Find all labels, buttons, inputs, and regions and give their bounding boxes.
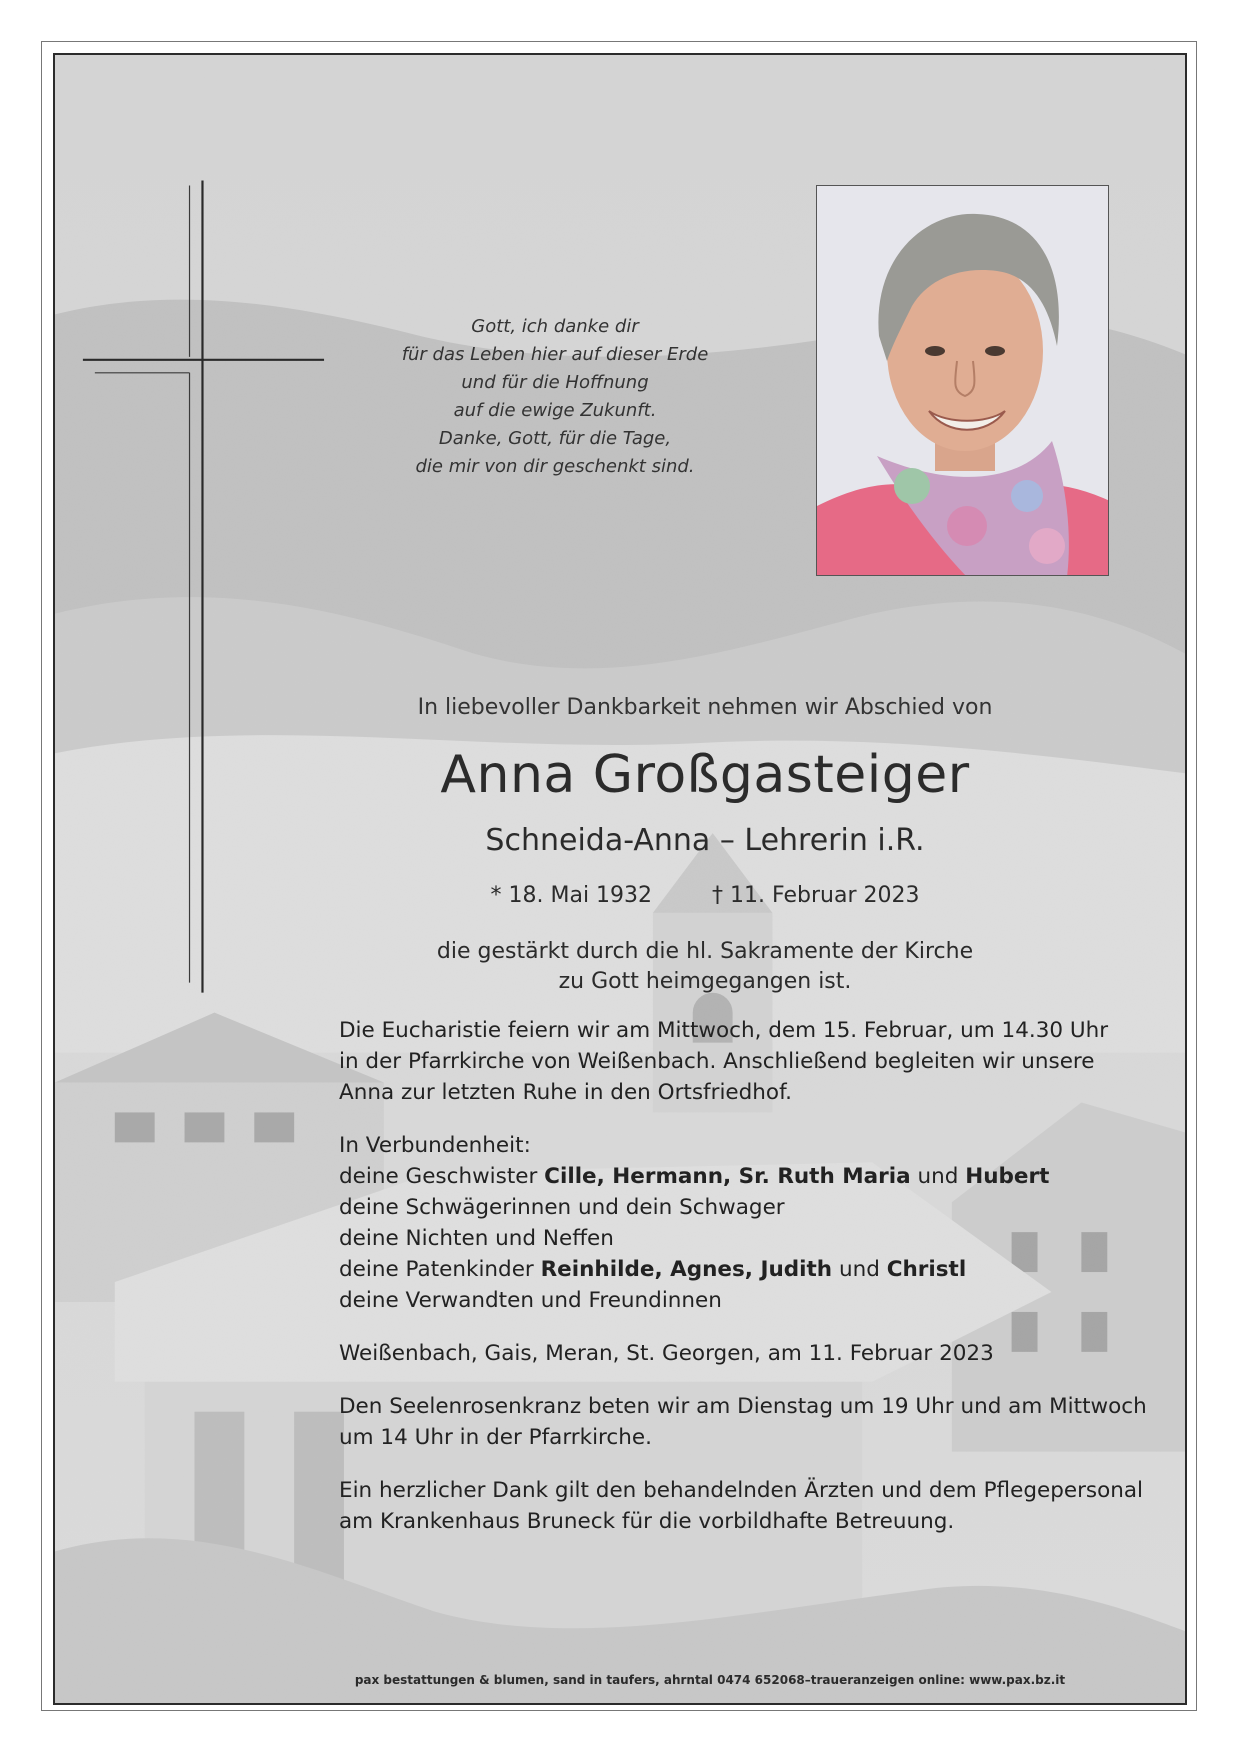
siblings-prefix: deine Geschwister [339, 1164, 545, 1189]
thanks-paragraph [339, 1475, 1179, 1537]
siblings-and: und [910, 1164, 966, 1189]
mourners-paragraph [339, 1130, 1179, 1316]
mass-line: Anna zur letzten Ruhe in den Ortsfriedhof. [339, 1080, 792, 1105]
godchildren-prefix: deine Patenkinder [339, 1257, 541, 1282]
rosary-paragraph [339, 1391, 1179, 1453]
poem-line: und für die Hoffnung [461, 372, 649, 393]
obituary-card [53, 53, 1187, 1705]
godchildren-and: und [832, 1257, 887, 1282]
mourners-nieces: deine Nichten und Neffen [339, 1226, 614, 1251]
mass-paragraph [339, 1015, 1179, 1108]
life-dates [355, 883, 1055, 908]
place-date-paragraph [339, 1338, 1179, 1369]
sacrament-line: zu Gott heimgegangen ist. [558, 969, 852, 994]
deceased-subtitle: Schneida-Anna – Lehrerin i.R. [485, 823, 925, 858]
deceased-name: Anna Großgasteiger [440, 745, 970, 805]
sacrament-text [355, 937, 1055, 997]
birth-date: * 18. Mai 1932 [490, 883, 653, 908]
portrait-illustration [817, 186, 1109, 576]
mourners-relatives: deine Verwandten und Freundinnen [339, 1288, 722, 1313]
godchildren-last-name: Christl [886, 1257, 967, 1282]
sacrament-line: die gestärkt durch die hl. Sakramente der Kirche [436, 939, 974, 964]
mourners-heading: In Verbundenheit: [339, 1133, 531, 1158]
portrait-photo [816, 185, 1109, 576]
death-date: † 11. Februar 2023 [712, 883, 920, 908]
siblings-names: Cille, Hermann, Sr. Ruth Maria [544, 1164, 911, 1189]
mourners-siblings [339, 1161, 1179, 1192]
rosary-line: Den Seelenrosenkranz beten wir am Dienstag um 19 Uhr und am Mittwoch [339, 1394, 1147, 1419]
siblings-last-name: Hubert [965, 1164, 1050, 1189]
mourners-in-laws: deine Schwägerinnen und dein Schwager [339, 1195, 785, 1220]
intro-line: In liebevoller Dankbarkeit nehmen wir Abschied von [417, 695, 993, 720]
mass-line: Die Eucharistie feiern wir am Mittwoch, dem 15. Februar, um 14.30 Uhr [339, 1018, 1109, 1043]
thanks-line: Ein herzlicher Dank gilt den behandelnden Ärzten und dem Pflegepersonal [339, 1478, 1144, 1503]
poem-line: auf die ewige Zukunft. [453, 400, 657, 421]
mass-line: in der Pfarrkirche von Weißenbach. Anschließend begleiten wir unsere [339, 1049, 1095, 1074]
poem-line: die mir von dir geschenkt sind. [415, 456, 695, 477]
godchildren-names: Reinhilde, Agnes, Judith [540, 1257, 833, 1282]
rosary-line: um 14 Uhr in der Pfarrkirche. [339, 1425, 652, 1450]
footer-credit: pax bestattungen & blumen, sand in taufers, ahrntal 0474 652068–traueranzeigen online: www.pax.bz.it [354, 1673, 1066, 1687]
place-date: Weißenbach, Gais, Meran, St. Georgen, am 11. Februar 2023 [339, 1341, 994, 1366]
mourners-godchildren [339, 1254, 1179, 1285]
thanks-line: am Krankenhaus Bruneck für die vorbildhafte Betreuung. [339, 1509, 955, 1534]
poem [355, 313, 755, 481]
poem-line: für das Leben hier auf dieser Erde [401, 344, 709, 365]
poem-line: Danke, Gott, für die Tage, [438, 428, 672, 449]
poem-line: Gott, ich danke dir [471, 316, 639, 337]
body-text [339, 1015, 1179, 1559]
